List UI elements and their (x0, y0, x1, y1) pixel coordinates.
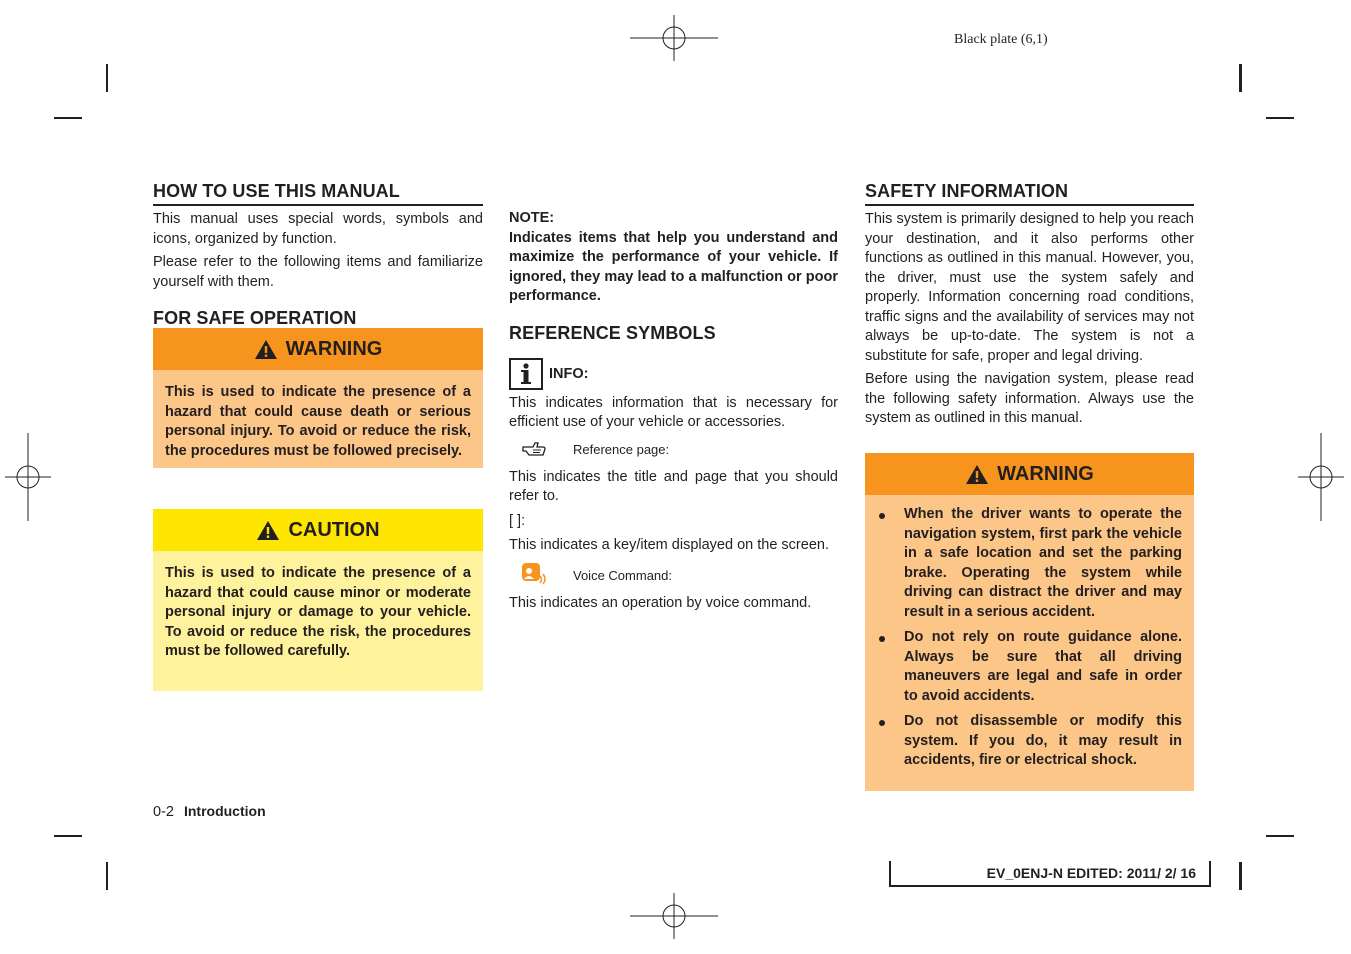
caution-header (153, 509, 483, 551)
voice-command-text: This indicates an operation by voice command. (509, 594, 812, 611)
reference-page-label: Reference page: (573, 441, 670, 457)
info-row (509, 358, 838, 390)
warning-label: WARNING (285, 337, 383, 360)
bracket-label: [ ]: (509, 512, 526, 529)
warning-header (865, 453, 1194, 495)
caution-label: CAUTION (288, 518, 380, 541)
info-label: INFO: (549, 365, 589, 382)
voice-command-row (509, 562, 838, 589)
voice-command-label: Voice Command: (573, 567, 672, 583)
registration-mark-left (5, 433, 51, 521)
column-left (153, 181, 483, 329)
info-icon (509, 358, 543, 390)
warning-triangle-icon (254, 339, 278, 360)
warning-label: WARNING (997, 462, 1094, 485)
caution-text: This is used to indicate the presence of a hazard that could cause minor or moderate personal injury or damage to your vehicle. To avoid or reduce the risk, the procedures must be followed carefully. (153, 551, 483, 691)
warning-box-right (865, 453, 1194, 791)
bracket-text: This indicates a key/item displayed on the screen. (509, 537, 829, 553)
note-label: NOTE: (509, 210, 555, 226)
registration-mark-bottom (630, 893, 718, 939)
safe-operation-heading: FOR SAFE OPERATION (153, 308, 357, 328)
reference-page-row (509, 439, 838, 460)
caution-box (153, 509, 483, 691)
warning-triangle-icon (256, 520, 280, 541)
safety-paragraph-2: Before using the navigation system, please read the following safety information. Always use the system as outlined in this manual. (865, 371, 1194, 426)
plate-label: Black plate (6,1) (954, 32, 1048, 47)
section-name: Introduction (183, 803, 266, 819)
bullet-text: Do not disassemble or modify this system. If you do, it may result in accidents, fire or electrical shock. (904, 713, 1182, 768)
warning-bullet-item (877, 712, 1182, 771)
safety-information-heading: SAFETY INFORMATION (865, 181, 1194, 206)
edition-label: EV_0ENJ-N EDITED: 2011/ 2/ 16 (889, 861, 1211, 887)
warning-bullet-item (877, 628, 1182, 706)
warning-bullets (865, 495, 1194, 791)
how-to-use-heading: HOW TO USE THIS MANUAL (153, 181, 483, 206)
registration-mark-top (630, 15, 718, 61)
registration-mark-right (1298, 433, 1344, 521)
warning-header (153, 328, 483, 370)
page-number: 0-2 (153, 804, 174, 820)
bullet-text: When the driver wants to operate the navigation system, first park the vehicle in a safe location and set the parking brake. Operating the system while driving can distract the driver and may result in a serious accident. (904, 506, 1182, 620)
column-right (865, 181, 1194, 429)
note-text: Indicates items that help you understand and maximize the performance of your vehicle. If ignored, they may lead to a malfunction or poor performance. (509, 229, 838, 304)
how-to-use-paragraph-2: Please refer to the following items and familiarize yourself with them. (153, 254, 483, 290)
warning-triangle-icon (965, 464, 989, 485)
safety-paragraph-1: This system is primarily designed to help you reach your destination, and it also performs other functions as outlined in this manual. However, you, the driver, must use the system safely and properly. Information concerning road conditions, traffic signs and the availability of services may not always be up-to-date. The system is not a substitute for safe, proper and legal driving. (865, 211, 1194, 364)
reference-page-text: This indicates the title and page that you should refer to. (509, 468, 838, 504)
info-text: This indicates information that is necessary for efficient use of your vehicle or accessories. (509, 394, 838, 430)
column-middle (509, 209, 838, 613)
voice-command-icon (509, 562, 573, 589)
reference-symbols-heading: REFERENCE SYMBOLS (509, 322, 716, 343)
warning-box-left (153, 328, 483, 468)
how-to-use-paragraph-1: This manual uses special words, symbols and icons, organized by function. (153, 211, 483, 247)
pointing-hand-icon (509, 439, 573, 460)
warning-text: This is used to indicate the presence of a hazard that could cause death or serious personal injury. To avoid or reduce the risk, the procedures must be followed precisely. (153, 370, 483, 468)
warning-bullet-item (877, 505, 1182, 622)
bullet-text: Do not rely on route guidance alone. Always be sure that all driving maneuvers are legal and safe in order to avoid accidents. (904, 629, 1182, 704)
page-footer (153, 803, 266, 820)
